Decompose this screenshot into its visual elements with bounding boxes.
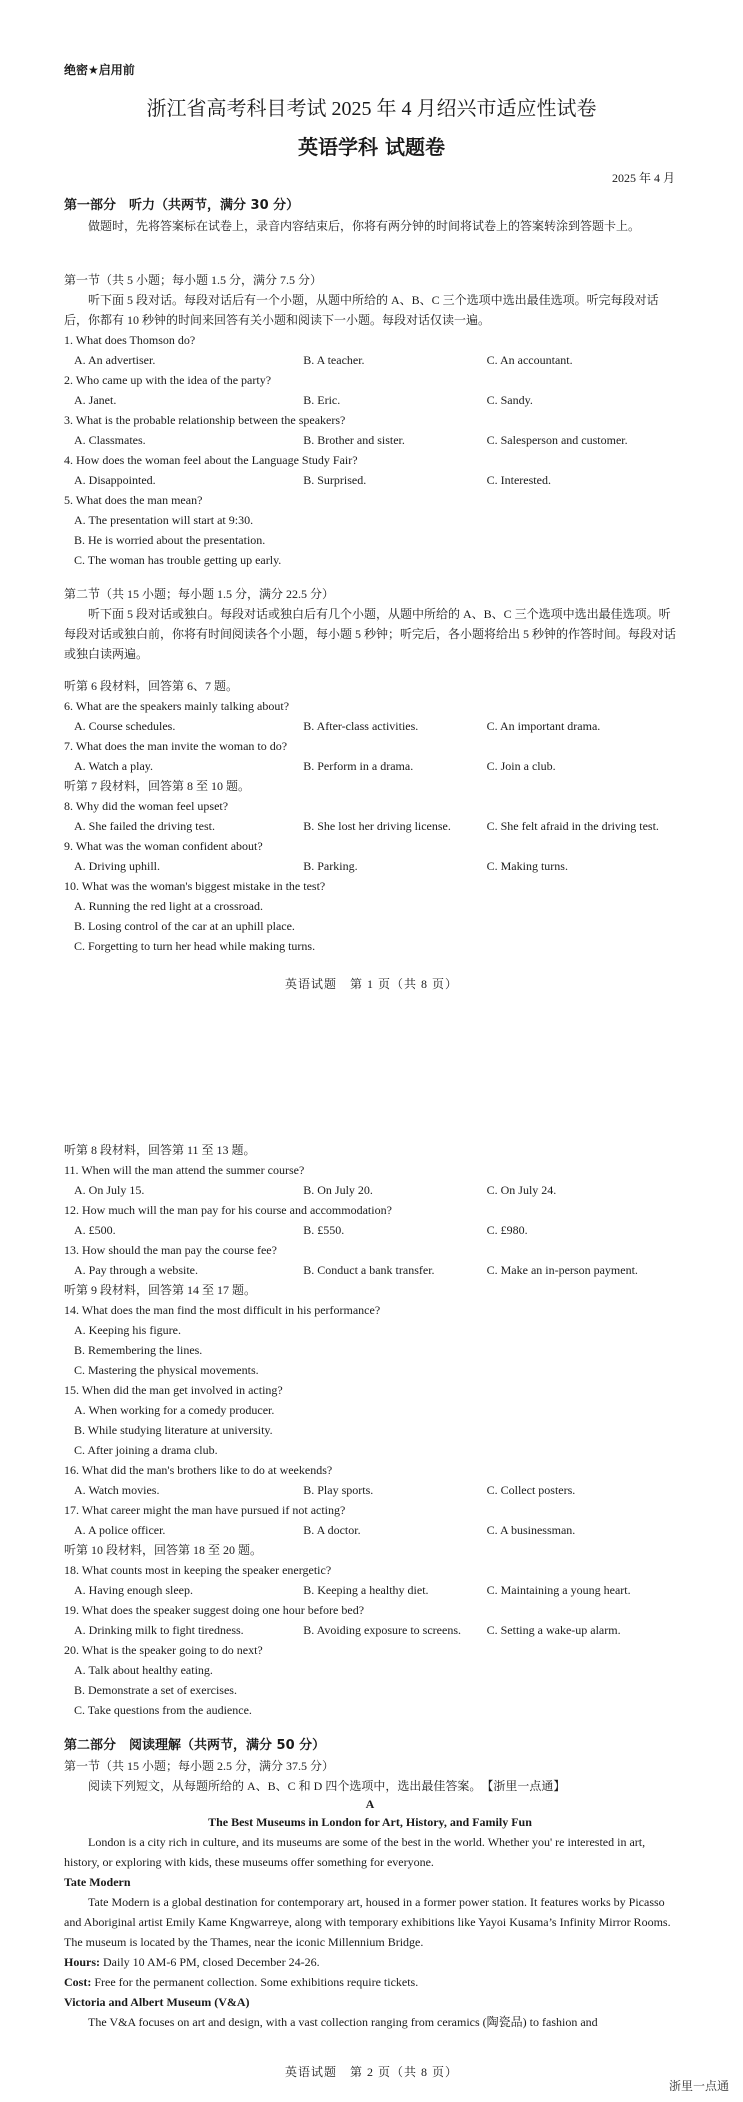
watermark: 浙里一点通 bbox=[668, 2079, 729, 2093]
option-a: A. Classmates. bbox=[74, 433, 146, 447]
option-c: C. Sandy. bbox=[486, 393, 533, 407]
passage-intro: London is a city rich in culture, and its museums are some of the best in the world. Whether you' re interested in art, history, or exploring with kids, these museums offer something for everyone. bbox=[64, 1835, 646, 1869]
option-c: C. Salesperson and customer. bbox=[486, 433, 628, 447]
exam-subtitle: 英语学科 试题卷 bbox=[298, 135, 445, 159]
option-a: A. £500. bbox=[74, 1223, 116, 1237]
option-b: B. Perform in a drama. bbox=[303, 759, 414, 773]
option-b: B. Losing control of the car at an uphill place. bbox=[74, 919, 295, 933]
page1-content bbox=[64, 196, 676, 956]
tate-hours bbox=[64, 1952, 676, 1972]
material-9-label: 听第 9 段材料，回答第 14 至 17 题。 bbox=[64, 1283, 257, 1297]
section2-title: 第二节（共 15 小题；每小题 1.5 分，满分 22.5 分） bbox=[64, 587, 335, 601]
question-12: 12. How much will the man pay for his course and accommodation? bbox=[64, 1203, 392, 1217]
option-c: C. Forgetting to turn her head while making turns. bbox=[74, 939, 316, 953]
option-c: C. Make an in-person payment. bbox=[486, 1263, 638, 1277]
option-a: A. Watch movies. bbox=[74, 1483, 160, 1497]
option-a: A. She failed the driving test. bbox=[74, 819, 215, 833]
page-gap bbox=[0, 1010, 743, 1100]
cost-text: Free for the permanent collection. Some exhibitions require tickets. bbox=[91, 1975, 419, 1989]
passage-title: The Best Museums in London for Art, History, and Family Fun bbox=[208, 1815, 532, 1829]
option-c: C. On July 24. bbox=[486, 1183, 557, 1197]
option-c: C. £980. bbox=[486, 1223, 528, 1237]
option-a: A. Janet. bbox=[74, 393, 117, 407]
option-a: A. Watch a play. bbox=[74, 759, 154, 773]
part2-section1-intro: 阅读下列短文，从每题所给的 A、B、C 和 D 四个选项中，选出最佳答案。 【浙里一点通】 bbox=[88, 1779, 566, 1793]
question-3: 3. What is the probable relationship between the speakers? bbox=[64, 413, 346, 427]
option-c: C. Making turns. bbox=[486, 859, 568, 873]
option-a: A. Having enough sleep. bbox=[74, 1583, 193, 1597]
option-a: A. When working for a comedy producer. bbox=[74, 1403, 275, 1417]
option-b: B. Play sports. bbox=[303, 1483, 374, 1497]
option-b: B. On July 20. bbox=[303, 1183, 373, 1197]
option-b: B. Surprised. bbox=[303, 473, 367, 487]
option-b: B. Remembering the lines. bbox=[74, 1343, 203, 1357]
option-c: C. An important drama. bbox=[486, 719, 601, 733]
question-8-options bbox=[64, 816, 676, 836]
question-12-options bbox=[64, 1220, 676, 1240]
option-a: A. Keeping his figure. bbox=[74, 1323, 181, 1337]
confidential-label: 绝密★启用前 bbox=[64, 63, 135, 77]
option-b: B. £550. bbox=[303, 1223, 345, 1237]
part2-section1-title: 第一节（共 15 小题；每小题 2.5 分，满分 37.5 分） bbox=[64, 1759, 335, 1773]
section2-intro: 听下面 5 段对话或独白。每段对话或独白后有几个小题，从题中所给的 A、B、C 三个选项中选出最佳选项。听每段对话或独白前，你将有时间阅读各个小题，每小题 5 秒钟；听完后，各小题将给出 5 秒钟的作答时间。每段对话或独白读两遍。 bbox=[64, 607, 677, 661]
option-c: C. Join a club. bbox=[486, 759, 556, 773]
option-a: A. Talk about healthy eating. bbox=[74, 1663, 213, 1677]
question-3-options bbox=[64, 430, 676, 450]
hours-label: Hours: bbox=[64, 1955, 100, 1969]
option-a: A. On July 15. bbox=[74, 1183, 145, 1197]
part1-intro: 做题时，先将答案标在试卷上，录音内容结束后，你将有两分钟的时间将试卷上的答案转涂到答题卡上。 bbox=[88, 219, 641, 233]
material-8-label: 听第 8 段材料，回答第 11 至 13 题。 bbox=[64, 1143, 256, 1157]
question-7: 7. What does the man invite the woman to do? bbox=[64, 739, 288, 753]
option-c: C. An accountant. bbox=[486, 353, 573, 367]
question-4: 4. How does the woman feel about the Language Study Fair? bbox=[64, 453, 358, 467]
hours-text: Daily 10 AM-6 PM, closed December 24-26. bbox=[100, 1955, 320, 1969]
option-a: A. The presentation will start at 9:30. bbox=[74, 513, 254, 527]
question-7-options bbox=[64, 756, 676, 776]
question-6: 6. What are the speakers mainly talking about? bbox=[64, 699, 290, 713]
page-footer-2: 英语试题 第 2 页（共 8 页） bbox=[284, 2065, 458, 2079]
question-18-options bbox=[64, 1580, 676, 1600]
question-4-options bbox=[64, 470, 676, 490]
option-b: B. Demonstrate a set of exercises. bbox=[74, 1683, 237, 1697]
option-b: B. Conduct a bank transfer. bbox=[303, 1263, 435, 1277]
question-9-options bbox=[64, 856, 676, 876]
option-b: B. Keeping a healthy diet. bbox=[303, 1583, 429, 1597]
question-19-options bbox=[64, 1620, 676, 1640]
question-11-options bbox=[64, 1180, 676, 1200]
exam-title: 浙江省高考科目考试 2025 年 4 月绍兴市适应性试卷 bbox=[146, 98, 597, 120]
question-14: 14. What does the man find the most difficult in his performance? bbox=[64, 1303, 381, 1317]
option-a: A. Disappointed. bbox=[74, 473, 156, 487]
option-c: C. Mastering the physical movements. bbox=[74, 1363, 259, 1377]
option-a: A. Course schedules. bbox=[74, 719, 176, 733]
question-18: 18. What counts most in keeping the speaker energetic? bbox=[64, 1563, 332, 1577]
passage-letter: A bbox=[365, 1797, 375, 1811]
page2-content bbox=[64, 1140, 676, 2032]
question-11: 11. When will the man attend the summer course? bbox=[64, 1163, 305, 1177]
question-17-options bbox=[64, 1520, 676, 1540]
cost-label: Cost: bbox=[64, 1975, 92, 1989]
material-6-label: 听第 6 段材料，回答第 6、7 题。 bbox=[64, 679, 239, 693]
exam-date: 2025 年 4 月 bbox=[611, 171, 675, 185]
question-10: 10. What was the woman's biggest mistake in the test? bbox=[64, 879, 326, 893]
tate-cost bbox=[64, 1972, 676, 1992]
question-20: 20. What is the speaker going to do next? bbox=[64, 1643, 263, 1657]
option-a: A. A police officer. bbox=[74, 1523, 166, 1537]
page-footer-1: 英语试题 第 1 页（共 8 页） bbox=[284, 977, 458, 991]
option-c: C. The woman has trouble getting up early. bbox=[74, 553, 282, 567]
material-7-label: 听第 7 段材料，回答第 8 至 10 题。 bbox=[64, 779, 251, 793]
option-b: B. Parking. bbox=[303, 859, 358, 873]
question-16: 16. What did the man's brothers like to do at weekends? bbox=[64, 1463, 333, 1477]
question-6-options bbox=[64, 716, 676, 736]
question-9: 9. What was the woman confident about? bbox=[64, 839, 263, 853]
question-13: 13. How should the man pay the course fee? bbox=[64, 1243, 277, 1257]
question-13-options bbox=[64, 1260, 676, 1280]
part2-title: 第二部分 阅读理解（共两节，满分 50 分） bbox=[64, 1738, 326, 1753]
option-a: A. Driving uphill. bbox=[74, 859, 160, 873]
option-b: B. Brother and sister. bbox=[303, 433, 405, 447]
option-c: C. After joining a drama club. bbox=[74, 1443, 218, 1457]
question-8: 8. Why did the woman feel upset? bbox=[64, 799, 229, 813]
option-b: B. A teacher. bbox=[303, 353, 365, 367]
section1-intro: 听下面 5 段对话。每段对话后有一个小题，从题中所给的 A、B、C 三个选项中选出最佳选项。听完每段对话后，你都有 10 秒钟的时间来回答有关小题和阅读下一小题。每段对话仅读一遍。 bbox=[64, 293, 659, 327]
option-c: C. She felt afraid in the driving test. bbox=[486, 819, 659, 833]
part1-title: 第一部分 听力（共两节，满分 30 分） bbox=[64, 198, 300, 213]
option-c: C. A businessman. bbox=[486, 1523, 576, 1537]
question-1: 1. What does Thomson do? bbox=[64, 333, 196, 347]
question-5: 5. What does the man mean? bbox=[64, 493, 203, 507]
question-2-options bbox=[64, 390, 676, 410]
option-a: A. An advertiser. bbox=[74, 353, 156, 367]
option-b: B. After-class activities. bbox=[303, 719, 419, 733]
exam-page-1 bbox=[0, 0, 743, 1010]
question-2: 2. Who came up with the idea of the party? bbox=[64, 373, 272, 387]
va-body: The V&A focuses on art and design, with a vast collection ranging from ceramics (陶瓷品) to fashion and bbox=[88, 2015, 598, 2029]
option-b: B. Avoiding exposure to screens. bbox=[303, 1623, 461, 1637]
tate-modern-body: Tate Modern is a global destination for contemporary art, housed in a former power station. It features works by Picasso and Aboriginal artist Emily Kame Kngwarreye, along with temporary exhibitions like Yayoi Kusama’s Infinity Mirror Rooms. The museum is located by the Thames, near the iconic Millennium Bridge. bbox=[64, 1895, 671, 1949]
option-b: B. A doctor. bbox=[303, 1523, 361, 1537]
option-b: B. She lost her driving license. bbox=[303, 819, 451, 833]
option-c: C. Setting a wake-up alarm. bbox=[486, 1623, 621, 1637]
option-a: A. Drinking milk to fight tiredness. bbox=[74, 1623, 244, 1637]
option-c: C. Take questions from the audience. bbox=[74, 1703, 252, 1717]
option-b: B. Eric. bbox=[303, 393, 341, 407]
tate-modern-heading: Tate Modern bbox=[64, 1875, 131, 1889]
option-c: C. Interested. bbox=[486, 473, 551, 487]
question-15: 15. When did the man get involved in acting? bbox=[64, 1383, 283, 1397]
option-c: C. Maintaining a young heart. bbox=[486, 1583, 631, 1597]
option-b: B. While studying literature at university. bbox=[74, 1423, 273, 1437]
question-1-options bbox=[64, 350, 676, 370]
exam-page-2 bbox=[0, 1100, 743, 2102]
material-10-label: 听第 10 段材料，回答第 18 至 20 题。 bbox=[64, 1543, 263, 1557]
option-b: B. He is worried about the presentation. bbox=[74, 533, 266, 547]
question-19: 19. What does the speaker suggest doing one hour before bed? bbox=[64, 1603, 365, 1617]
option-a: A. Running the red light at a crossroad. bbox=[74, 899, 263, 913]
option-c: C. Collect posters. bbox=[486, 1483, 576, 1497]
va-heading: Victoria and Albert Museum (V&A) bbox=[64, 1995, 250, 2009]
option-a: A. Pay through a website. bbox=[74, 1263, 198, 1277]
question-17: 17. What career might the man have pursued if not acting? bbox=[64, 1503, 346, 1517]
question-16-options bbox=[64, 1480, 676, 1500]
section1-title: 第一节（共 5 小题；每小题 1.5 分，满分 7.5 分） bbox=[64, 273, 323, 287]
